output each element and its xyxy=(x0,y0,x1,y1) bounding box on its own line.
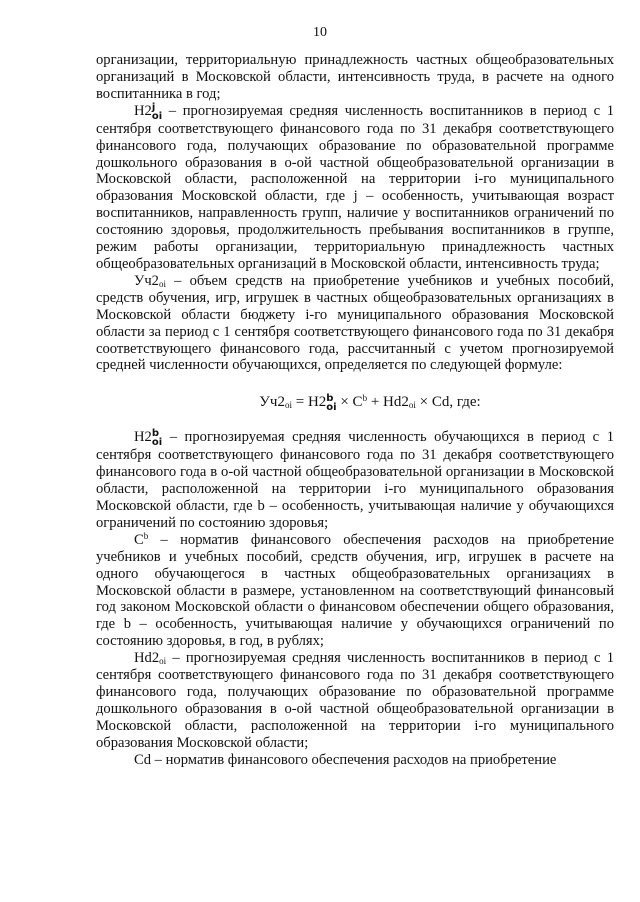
paragraph-text: – прогнозируемая средняя численность обучающихся в период с 1 сентября соответствующего финансового года по 31 декабря соответствующего финансового года в о-ой частной общеобразовательной организации в Московской области, расположенной на территории i-го муниципального образования Московской области, где b – особенность, учитывающая наличие у обучающихся ограничений по состоянию здоровья; xyxy=(96,429,614,531)
paragraph-cd-definition xyxy=(96,752,614,769)
formula-times-c: × С xyxy=(336,394,363,411)
formula-lhs: Уч2 xyxy=(259,394,285,411)
paragraph-text: – прогнозируемая средняя численность воспитанников в период с 1 сентября соответствующего финансового года по 31 декабря соответствующего финансового года, получающих образование по образовательной программе дошкольного образования в о-ой частной общеобразовательной организации в Московской области, расположенной на территории i-го муниципального образования Московской области; xyxy=(96,650,614,751)
formula-hd2-sub: oi xyxy=(408,400,416,411)
formula-times-cd: × Сd, где: xyxy=(415,394,481,411)
formula-term-h2-sub: oi xyxy=(326,402,337,414)
formula xyxy=(126,394,614,412)
symbol-h2b-sub: oi xyxy=(151,437,163,449)
paragraph-continuation: организации, территориальную принадлежность частных общеобразовательных организаций в Московской области, интенсивность труда, в расчете на одного воспитанника в год; xyxy=(96,52,614,102)
paragraph-text: – норматив финансового обеспечения расходов на приобретение учебников и учебных пособий, средств обучения, игр, игрушек в расчете на одного обучающегося в частных общеобразовательных организациях в Московской области в размере, установленном на соответствующий финансовый год законом Московской области о финансовом обеспечении общего образования, где b – особенность, учитывающая наличие у обучающихся ограничений по состоянию здоровья, в год, в рублях; xyxy=(96,531,614,650)
symbol-uch2-sub: oi xyxy=(158,278,166,289)
symbol-hd2-sub: oi xyxy=(159,656,167,667)
formula-plus-hd2: + Нd2 xyxy=(367,394,409,411)
symbol-h2-sub: oi xyxy=(151,110,163,122)
symbol-h2b-indices xyxy=(152,429,162,447)
document-body xyxy=(96,52,614,769)
formula-c-sup: b xyxy=(362,393,368,404)
paragraph-text: – прогнозируемая средняя численность воспитанников в период с 1 сентября соответствующего финансового года по 31 декабря соответствующего финансового года, получающих образование по образовательной программе дошкольного образования в о-ой частной общеобразовательной организации в Московской области, расположенной на территории i-го муниципального образования Московской области, где j – особенность, учитывающая возраст воспитанников, направленность групп, наличие у воспитанников ограничений по состоянию здоровья, продолжительность пребывания воспитанников в группе, режим работы организации, территориальную принадлежность частных общеобразовательных организаций в Московской области, интенсивность труда; xyxy=(96,102,614,272)
symbol-h2b: Н2 xyxy=(134,429,152,446)
symbol-h2-sup: j xyxy=(151,101,156,113)
formula-term-h2-indices xyxy=(326,394,336,412)
symbol-h2: Н2 xyxy=(134,102,152,119)
symbol-cd: Сd xyxy=(134,751,152,768)
paragraph-cb-definition xyxy=(96,532,614,650)
page-number: 10 xyxy=(313,25,327,40)
symbol-cb-sup: b xyxy=(143,530,149,541)
formula-term-h2-sup: b xyxy=(326,393,334,405)
symbol-cb: С xyxy=(134,531,144,548)
symbol-uch2: Уч2 xyxy=(134,272,159,289)
symbol-hd2: Нd2 xyxy=(134,650,160,667)
paragraph-uch2-definition xyxy=(96,273,614,374)
formula-equals: = xyxy=(291,394,308,411)
paragraph-text: – норматив финансового обеспечения расходов на приобретение xyxy=(151,751,557,768)
paragraph-hd2-definition xyxy=(96,650,614,751)
paragraph-text: – объем средств на приобретение учебников и учебных пособий, средств обучения, игр, игрушек в частных общеобразовательных организациях в Московской области бюджету i-го муниципального образования Московской области за период с 1 сентября соответствующего финансового года по 31 декабря соответствующего финансового года, рассчитанный с учетом прогнозируемой средней численности обучающихся, определяется по следующей формуле: xyxy=(96,272,614,374)
formula-lhs-sub: oi xyxy=(284,400,292,411)
formula-term-h2: Н2 xyxy=(307,394,327,411)
paragraph-h2-j-definition xyxy=(96,103,614,273)
paragraph-h2-b-definition xyxy=(96,429,614,532)
symbol-h2b-sup: b xyxy=(151,428,160,440)
symbol-h2-indices xyxy=(152,103,162,121)
